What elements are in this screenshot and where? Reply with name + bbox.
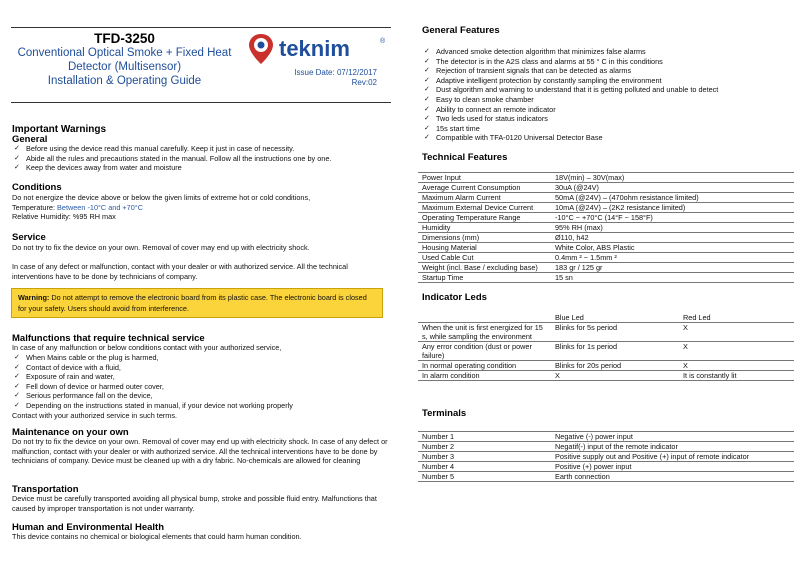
technical-features-heading: Technical Features: [422, 152, 508, 163]
terminal-function: Positive (+) power input: [551, 462, 794, 472]
header-meta: [238, 27, 391, 103]
indicator-leds-table: [418, 313, 794, 381]
conditions-humidity: Relative Humidity: %95 RH max: [12, 212, 116, 222]
red-led-state: X: [679, 342, 794, 361]
table-row: [418, 243, 794, 253]
transportation-text: Device must be carefully transported avoiding all physical bump, stroke and possible fluid entry. Malfunctions that caused by improper transportation is not under warranty.: [12, 494, 377, 513]
spec-value: Ø110, h42: [551, 233, 794, 243]
blue-led-state: Blinks for 5s period: [551, 323, 679, 342]
terminal-number: Number 2: [418, 442, 551, 452]
spec-key: Power Input: [418, 173, 551, 183]
spec-key: Operating Temperature Range: [418, 213, 551, 223]
spec-key: Weight (incl. Base / excluding base): [418, 263, 551, 273]
led-condition: In alarm condition: [418, 371, 551, 381]
spec-value: 0.4mm ² ~ 1.5mm ²: [551, 253, 794, 263]
feature-item: ✓ Two leds used for status indicators: [422, 114, 718, 124]
led-condition: In normal operating condition: [418, 361, 551, 371]
malfunctions-outro: Contact with your authorized service in such terms.: [12, 411, 178, 420]
table-row: [418, 233, 794, 243]
revision: Rev:02: [351, 78, 377, 87]
warning-label: Warning:: [18, 293, 50, 302]
feature-item: ✓ Advanced smoke detection algorithm that minimizes false alarms: [422, 47, 718, 57]
feature-item: ✓ Dust algorithm and warning to understand that it is getting polluted and unable to detect: [422, 85, 718, 95]
conditions-line: Do not energize the device above or below the given limits of extreme hot or cold conditions,: [12, 193, 311, 202]
product-name-line-1: Conventional Optical Smoke + Fixed Heat: [17, 47, 232, 59]
general-list: [12, 144, 331, 173]
table-row: [418, 213, 794, 223]
terminals-table: [418, 431, 794, 482]
red-led-state: X: [679, 361, 794, 371]
important-warnings-heading: Important Warnings: [12, 124, 107, 135]
feature-item: ✓ Ability to connect an remote indicator: [422, 105, 718, 115]
service-text-2: In case of any defect or malfunction, contact with your dealer or with authorized service. All the technical interventions have to be done by technicians of company.: [12, 262, 348, 281]
feature-item: ✓ Adaptive intelligent protection by constantly sampling the environment: [422, 76, 718, 86]
terminal-function: Positive supply out and Positive (+) input of remote indicator: [551, 452, 794, 462]
malfunction-item: ✓ Depending on the instructions stated in manual, if your device not working properly: [12, 401, 293, 411]
blue-led-state: Blinks for 1s period: [551, 342, 679, 361]
terminal-number: Number 4: [418, 462, 551, 472]
conditions-temperature: [12, 203, 392, 213]
table-row: [418, 173, 794, 183]
blue-led-state: Blinks for 20s period: [551, 361, 679, 371]
service-heading: Service: [12, 232, 46, 243]
table-row: [418, 183, 794, 193]
guide-title: Installation & Operating Guide: [47, 75, 202, 87]
header-cell: [418, 313, 551, 323]
spec-key: Maximum Alarm Current: [418, 193, 551, 203]
conditions-text: [12, 193, 392, 222]
spec-value: 18V(min) – 30V(max): [551, 173, 794, 183]
product-name-line-2: Detector (Multisensor): [67, 61, 182, 73]
table-row: [418, 442, 794, 452]
spec-key: Startup Time: [418, 273, 551, 283]
malfunction-item: ✓ Contact of device with a fluid,: [12, 363, 293, 373]
spec-value: 30uA (@24V): [551, 183, 794, 193]
table-row: [418, 452, 794, 462]
malfunctions-intro: In case of any malfunction or below conditions contact with your authorized service,: [12, 343, 282, 352]
location-pin-icon: [249, 34, 273, 64]
teknim-logo: [248, 32, 388, 66]
table-row: [418, 203, 794, 213]
brand-wordmark: teknim: [279, 36, 350, 61]
table-row: [418, 371, 794, 381]
malfunctions-heading: Malfunctions that require technical service: [12, 333, 205, 344]
terminal-number: Number 5: [418, 472, 551, 482]
header-cell-red-led: Red Led: [679, 313, 794, 323]
warning-box: [11, 288, 383, 318]
feature-item: ✓ Rejection of transient signals that can be detected as alarms: [422, 66, 718, 76]
led-condition: Any error condition (dust or power failure): [418, 342, 551, 361]
table-row: [418, 472, 794, 482]
registered-mark: ®: [380, 38, 386, 45]
spec-key: Average Current Consumption: [418, 183, 551, 193]
table-row: [418, 273, 794, 283]
feature-item: ✓ 15s start time: [422, 124, 718, 134]
spec-value: 50mA (@24V) – (470ohm resistance limited): [551, 193, 794, 203]
malfunction-item: ✓ Exposure of rain and water,: [12, 372, 293, 382]
maintenance-text: Do not try to fix the device on your own. Removal of cover may end up with electricity shock. In case of any defect or malfunction, contact with your dealer or with authorized service. All the technical interventions have to be done by technicians of company. Device must be cleaned up with a dry fabric. No-chemicals are allowed for cleaning: [12, 437, 388, 466]
temperature-label: Temperature:: [12, 202, 58, 212]
feature-item: ✓ The detector is in the A2S class and alarms at 55 ° C in this conditions: [422, 57, 718, 67]
general-features-list: [422, 47, 718, 143]
spec-value: 10mA (@24V) – (2K2 resistance limited): [551, 203, 794, 213]
spec-value: 95% RH (max): [551, 223, 794, 233]
general-item: ✓ Keep the devices away from water and moisture: [12, 163, 331, 173]
maintenance-heading: Maintenance on your own: [12, 427, 129, 438]
spec-value: -10°C ~ +70°C (14°F ~ 158°F): [551, 213, 794, 223]
human-health-text: This device contains no chemical or biological elements that could harm human condition.: [12, 532, 302, 541]
table-row: [418, 223, 794, 233]
malfunctions-list: [12, 353, 293, 411]
led-condition: When the unit is first energized for 15 s, while sampling the environment: [418, 323, 551, 342]
table-row: [418, 193, 794, 203]
conditions-heading: Conditions: [12, 182, 62, 193]
terminal-function: Negatif(-) input of the remote indicator: [551, 442, 794, 452]
temperature-value: Between -10°C and +70°C: [57, 202, 143, 212]
warning-text: Do not attempt to remove the electronic board from its plastic case. The electronic board is closed for your safety. Users should avoid from interference.: [18, 293, 367, 313]
feature-item: ✓ Easy to clean smoke chamber: [422, 95, 718, 105]
table-header-row: [418, 313, 794, 323]
spec-value: 183 gr / 125 gr: [551, 263, 794, 273]
table-row: [418, 323, 794, 342]
malfunction-item: ✓ Serious performance fall on the device,: [12, 391, 293, 401]
terminal-function: Negative (-) power input: [551, 432, 794, 442]
service-text-1: Do not try to fix the device on your own. Removal of cover may end up with electricity shock.: [12, 243, 310, 252]
spec-key: Housing Material: [418, 243, 551, 253]
indicator-leds-heading: Indicator Leds: [422, 292, 487, 303]
table-row: [418, 361, 794, 371]
spec-value: 15 sn: [551, 273, 794, 283]
general-features-heading: General Features: [422, 25, 500, 36]
spec-key: Used Cable Cut: [418, 253, 551, 263]
spec-value: White Color, ABS Plastic: [551, 243, 794, 253]
table-row: [418, 342, 794, 361]
spec-key: Dimensions (mm): [418, 233, 551, 243]
general-heading: General: [12, 134, 48, 145]
issue-date: Issue Date: 07/12/2017: [294, 68, 377, 77]
human-health-heading: Human and Environmental Health: [12, 522, 165, 533]
blue-led-state: X: [551, 371, 679, 381]
general-item: ✓ Abide all the rules and precautions stated in the manual. Follow all the instructions one by one.: [12, 154, 331, 164]
red-led-state: X: [679, 323, 794, 342]
malfunction-item: ✓ When Mains cable or the plug is harmed,: [12, 353, 293, 363]
terminal-number: Number 1: [418, 432, 551, 442]
title-block: [11, 27, 238, 103]
header-cell-blue-led: Blue Led: [551, 313, 679, 323]
red-led-state: It is constantly lit: [679, 371, 794, 381]
spec-key: Humidity: [418, 223, 551, 233]
technical-features-table: [418, 172, 794, 283]
terminals-heading: Terminals: [422, 408, 467, 419]
product-code: TFD-3250: [94, 31, 155, 46]
table-row: [418, 462, 794, 472]
terminal-number: Number 3: [418, 452, 551, 462]
table-row: [418, 253, 794, 263]
spec-key: Maximum External Device Current: [418, 203, 551, 213]
table-row: [418, 263, 794, 273]
malfunction-item: ✓ Fell down of device or harmed outer cover,: [12, 382, 293, 392]
table-row: [418, 432, 794, 442]
feature-item: ✓ Compatible with TFA-0120 Universal Detector Base: [422, 133, 718, 143]
transportation-heading: Transportation: [12, 484, 79, 495]
terminal-function: Earth connection: [551, 472, 794, 482]
general-item: ✓ Before using the device read this manual carefully. Keep it just in case of necessity.: [12, 144, 331, 154]
